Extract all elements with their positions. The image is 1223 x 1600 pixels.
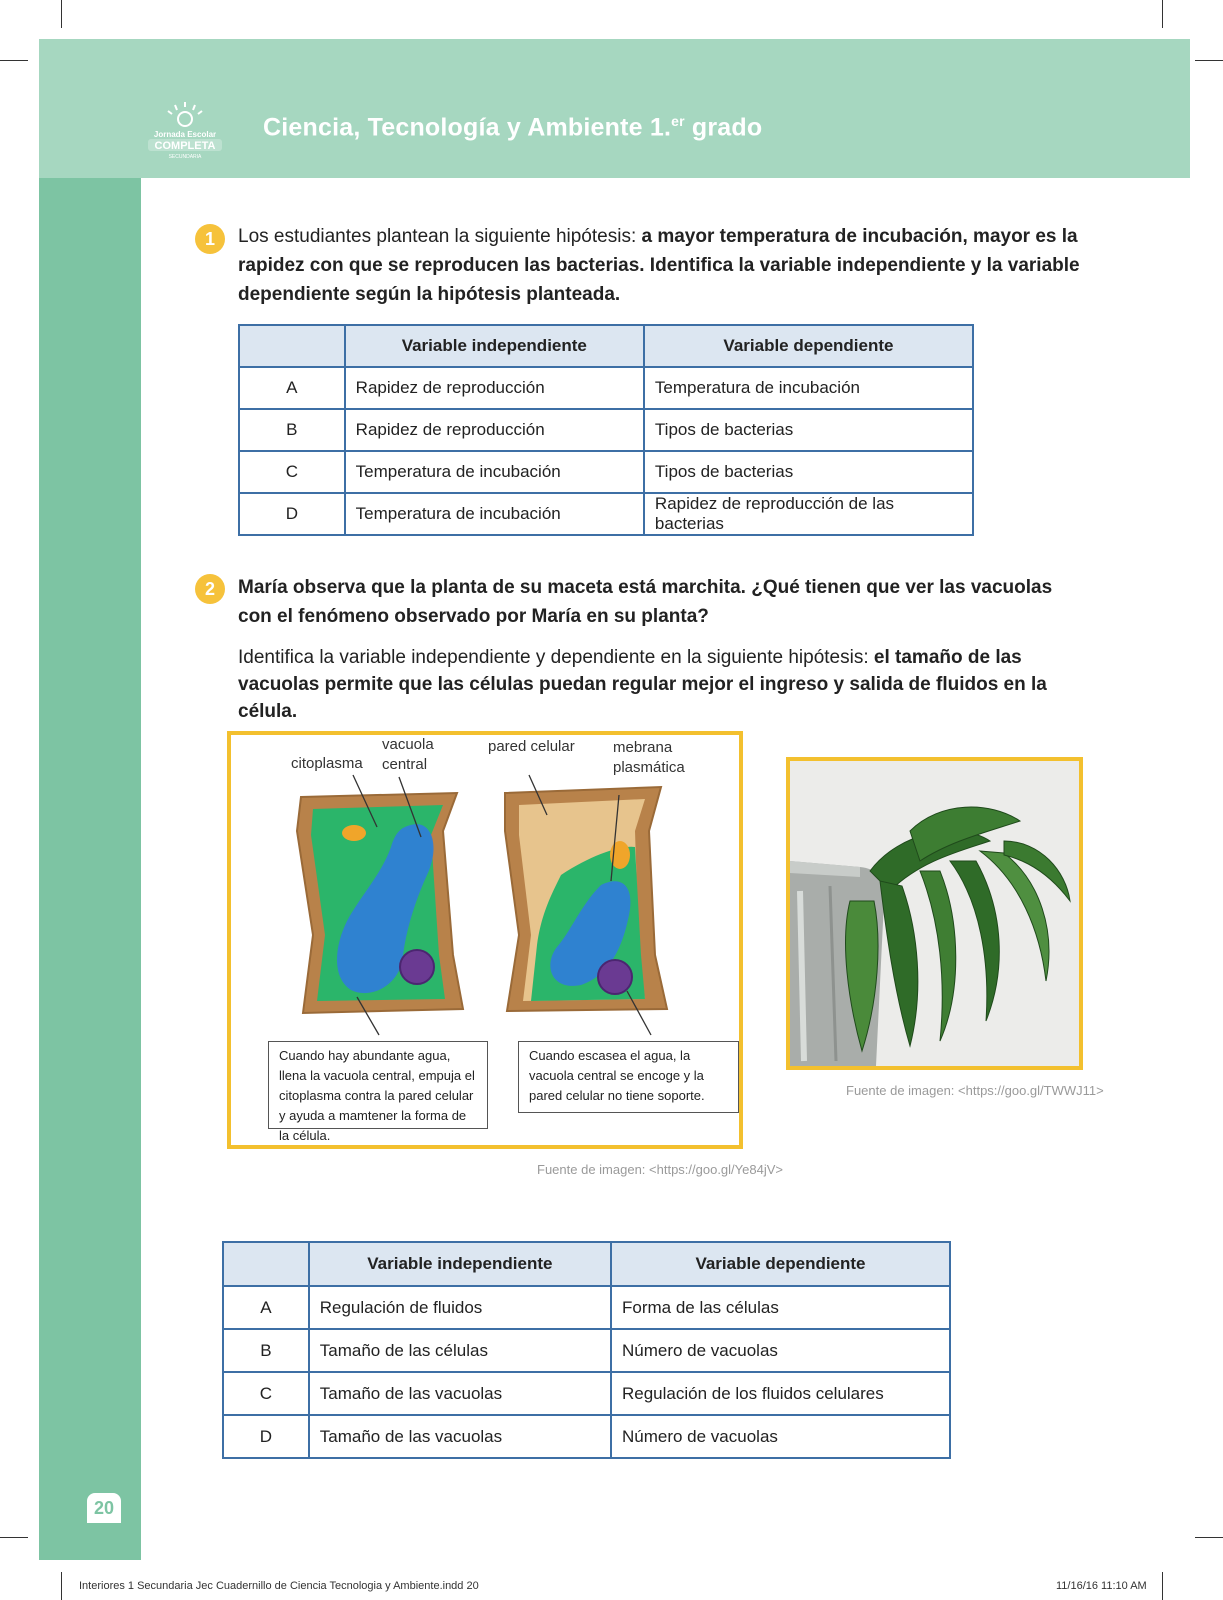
photo-source: Fuente de imagen: <https://goo.gl/TWWJ11>: [846, 1083, 1104, 1098]
table-cell: Regulación de fluidos: [309, 1286, 611, 1329]
chloroplast-left: [342, 825, 366, 841]
table-cell: Número de vacuolas: [611, 1415, 950, 1458]
question-2-instruction: Identifica la variable independiente y dependiente en la siguiente hipótesis: el tamaño de las vacuolas permite que las células puedan regular mejor el ingreso y salida de fluidos en la célula.: [238, 647, 1047, 722]
header-cell: Variable independiente: [345, 325, 644, 367]
crop-mark: [61, 1572, 62, 1600]
label-vacuola: vacuola: [382, 736, 434, 753]
options-table-q1: [238, 324, 974, 536]
table-cell: Tamaño de las células: [309, 1329, 611, 1372]
page-number: 20: [87, 1493, 121, 1523]
option-letter: C: [223, 1372, 309, 1415]
header-cell: [223, 1242, 309, 1286]
label-plasmatica: plasmática: [613, 759, 685, 776]
table-cell: Temperatura de incubación: [345, 493, 644, 535]
page-title: Ciencia, Tecnología y Ambiente 1.$^{er}$ grado: [263, 113, 763, 142]
logo-line1: Jornada Escolar: [153, 130, 217, 139]
footer-filename: Interiores 1 Secundaria Jec Cuadernillo de Ciencia Tecnologia y Ambiente.indd 20: [79, 1580, 479, 1592]
table-row[interactable]: [223, 1286, 950, 1329]
jornada-completa-logo: [144, 100, 226, 160]
label-citoplasma: citoplasma: [291, 755, 363, 772]
page-sidebar: [39, 178, 141, 1560]
table-cell: Rapidez de reproducción: [345, 367, 644, 409]
option-letter: B: [239, 409, 345, 451]
crop-mark: [61, 0, 62, 28]
table-cell: Tipos de bacterias: [644, 451, 973, 493]
nucleus-right: [598, 960, 632, 994]
header-cell: Variable independiente: [309, 1242, 611, 1286]
table-cell: Rapidez de reproducción: [345, 409, 644, 451]
logo-line2: COMPLETA: [154, 140, 216, 152]
crop-mark: [1195, 60, 1223, 61]
header-cell: Variable dependiente: [611, 1242, 950, 1286]
table-row[interactable]: [223, 1329, 950, 1372]
crop-mark: [0, 60, 28, 61]
option-letter: C: [239, 451, 345, 493]
table-cell: Regulación de los fluidos celulares: [611, 1372, 950, 1415]
cell-diagram-figure: [227, 731, 743, 1149]
question-number-badge: 2: [195, 574, 225, 604]
option-letter: A: [239, 367, 345, 409]
table-row[interactable]: [239, 493, 973, 535]
question-2-text: María observa que la planta de su maceta está marchita. ¿Qué tienen que ver las vacuolas con el fenómeno observado por María en su planta?: [238, 577, 1053, 627]
options-table-q2: [222, 1241, 951, 1459]
crop-mark: [1162, 0, 1163, 28]
wilted-plant-photo: [786, 757, 1083, 1070]
table-cell: Tamaño de las vacuolas: [309, 1415, 611, 1458]
header-cell: Variable dependiente: [644, 325, 973, 367]
table-row[interactable]: [239, 451, 973, 493]
nucleus-left: [400, 950, 434, 984]
table-row[interactable]: [239, 409, 973, 451]
question-number-badge: 1: [195, 224, 225, 254]
title-superscript: er: [671, 113, 685, 129]
label-central: central: [382, 756, 428, 773]
option-letter: D: [223, 1415, 309, 1458]
option-letter: B: [223, 1329, 309, 1372]
table-header-row: [239, 325, 973, 367]
crop-mark: [1162, 1572, 1163, 1600]
table-cell: Tipos de bacterias: [644, 409, 973, 451]
table-cell: Tamaño de las vacuolas: [309, 1372, 611, 1415]
table-row[interactable]: [239, 367, 973, 409]
figure-source: Fuente de imagen: <https://goo.gl/Ye84jV>: [537, 1162, 783, 1177]
question-1-text: Los estudiantes plantean la siguiente hipótesis: a mayor temperatura de incubación, mayor es la rapidez con que se reproducen las bacterias. Identifica la variable independiente y la variable dependiente según la hipótesis planteada.: [238, 226, 1080, 305]
crop-mark: [1195, 1537, 1223, 1538]
table-header-row: [223, 1242, 950, 1286]
label-mebrana: mebrana: [613, 739, 673, 756]
table-cell: Número de vacuolas: [611, 1329, 950, 1372]
option-letter: A: [223, 1286, 309, 1329]
crop-mark: [0, 1537, 28, 1538]
caption-abundant-water: Cuando hay abundante agua, llena la vacuola central, empuja el citoplasma contra la pared celular y ayuda a mamtener la forma de la célula.: [268, 1041, 488, 1129]
label-pared-celular: pared celular: [488, 738, 575, 755]
table-cell: Rapidez de reproducción de las bacterias: [644, 493, 973, 535]
option-letter: D: [239, 493, 345, 535]
footer-date: 11/16/16 11:10 AM: [1056, 1580, 1147, 1592]
table-cell: Temperatura de incubación: [345, 451, 644, 493]
table-cell: Forma de las células: [611, 1286, 950, 1329]
logo-line3: SECUNDARIA: [168, 154, 202, 160]
table-row[interactable]: [223, 1372, 950, 1415]
table-row[interactable]: [223, 1415, 950, 1458]
caption-scarce-water: Cuando escasea el agua, la vacuola central se encoge y la pared celular no tiene soporte.: [518, 1041, 739, 1113]
table-cell: Temperatura de incubación: [644, 367, 973, 409]
wilted-plant-illustration: [790, 761, 1079, 1066]
header-cell: [239, 325, 345, 367]
